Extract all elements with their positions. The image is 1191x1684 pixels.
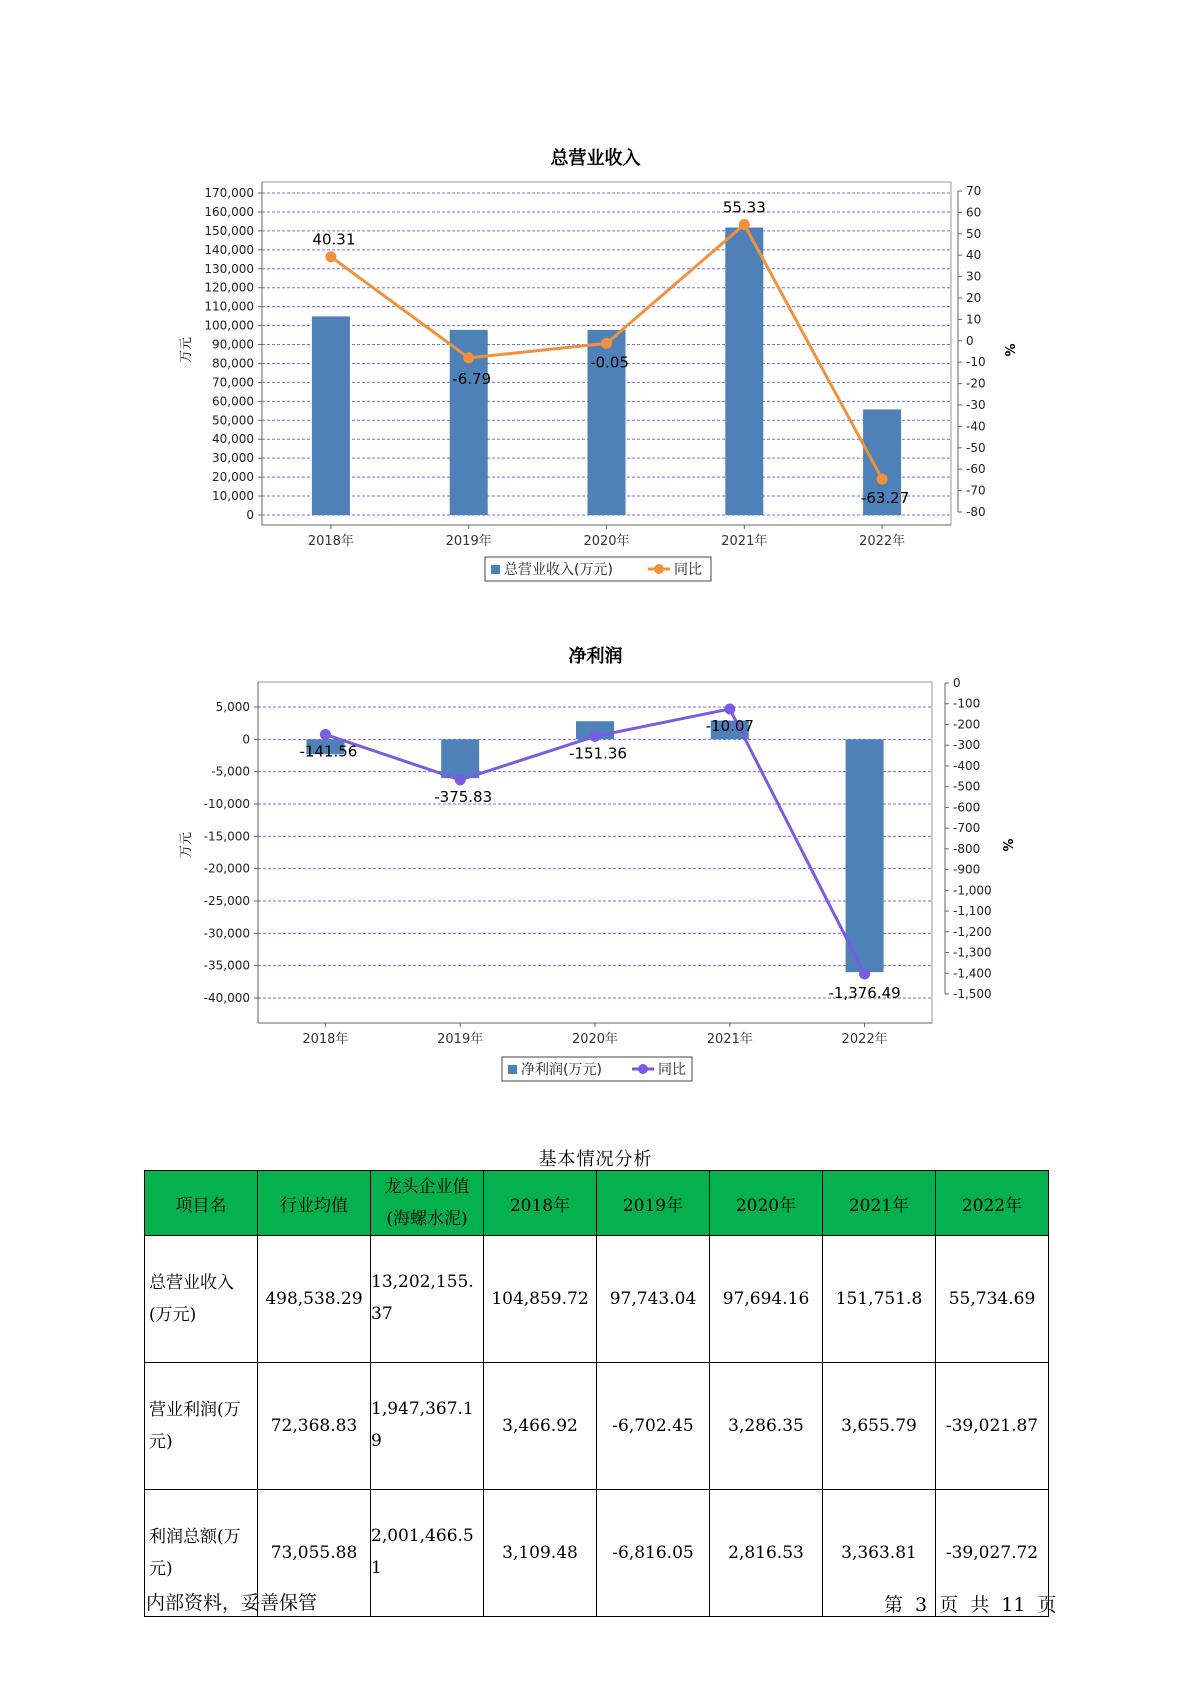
table-cell: 97,694.16: [710, 1236, 823, 1363]
data-label: -375.83: [434, 787, 493, 806]
table-cell: 2,001,466.51: [371, 1490, 484, 1617]
table-cell: -39,021.87: [936, 1363, 1049, 1490]
data-label: -1,376.49: [828, 984, 901, 1003]
table-cell: 498,538.29: [258, 1236, 371, 1363]
bar: [441, 739, 479, 778]
y-tick-label: 60,000: [212, 394, 254, 409]
y-tick-label: -15,000: [203, 829, 250, 844]
y-right-tick-label: -800: [953, 841, 981, 856]
data-label: -63.27: [860, 489, 910, 508]
table-cell: 3,109.48: [484, 1490, 597, 1617]
table-row: [145, 1363, 1049, 1490]
y-tick-label: -25,000: [203, 894, 250, 908]
data-label: 40.31: [312, 230, 356, 249]
header-cell: 龙头企业值(海螺水泥): [371, 1171, 484, 1236]
y-tick-label: 70,000: [212, 375, 254, 390]
table-cell: -6,816.05: [597, 1490, 710, 1617]
table-cell: 55,734.69: [936, 1236, 1049, 1363]
trend-point: [320, 729, 331, 740]
x-tick-label: 2020年: [583, 534, 630, 549]
data-label: -141.56: [299, 742, 358, 761]
y-tick-label: 50,000: [212, 413, 254, 428]
y-right-tick-label: 50: [966, 226, 982, 241]
data-label: -10.07: [705, 716, 754, 735]
y-right-tick-label: -100: [953, 696, 981, 711]
y-right-tick-label: -10: [966, 355, 986, 370]
y-right-tick-label: -1,200: [953, 924, 992, 939]
x-tick-label: 2021年: [721, 534, 768, 549]
table-cell: 2,816.53: [710, 1490, 823, 1617]
y-right-tick-label: -40: [966, 419, 986, 434]
row-label: 总营业收入(万元): [145, 1236, 258, 1363]
y-right-tick-label: -600: [953, 800, 981, 815]
y-right-tick-label: -700: [953, 821, 981, 836]
header-cell: 2018年: [484, 1171, 597, 1236]
y-tick-label: -20,000: [203, 861, 250, 876]
y-right-tick-label: 60: [966, 205, 982, 220]
y-right-tick-label: -1,300: [953, 945, 992, 960]
row-label: 营业利润(万元): [145, 1363, 258, 1490]
x-tick-label: 2022年: [859, 534, 906, 549]
table-caption: 基本情况分析: [538, 1149, 653, 1170]
trend-point: [590, 731, 601, 742]
legend-label: 同比: [658, 1062, 686, 1078]
table-cell: 151,751.8: [823, 1236, 936, 1363]
y-tick-label: 0: [242, 732, 250, 747]
analysis-table: [144, 1170, 1049, 1617]
y-right-tick-label: -500: [953, 779, 981, 794]
y-right-axis-title: %: [1001, 343, 1016, 357]
x-tick-label: 2018年: [307, 534, 354, 549]
table-cell: 97,743.04: [597, 1236, 710, 1363]
trend-point: [724, 703, 735, 714]
y-tick-label: 120,000: [204, 280, 254, 295]
y-tick-label: 80,000: [212, 356, 254, 371]
y-right-tick-label: 70: [966, 184, 982, 198]
y-tick-label: -5,000: [211, 764, 250, 779]
table-cell: 104,859.72: [484, 1236, 597, 1363]
y-tick-label: 150,000: [204, 223, 254, 238]
y-tick-label: -10,000: [203, 797, 250, 811]
header-cell: 2021年: [823, 1171, 936, 1236]
y-right-tick-label: 30: [966, 269, 982, 284]
table-cell: 13,202,155.37: [371, 1236, 484, 1363]
data-label: 55.33: [722, 198, 766, 217]
y-right-tick-label: 40: [966, 248, 982, 263]
chart2-title: 净利润: [568, 646, 623, 667]
y-right-tick-label: -1,100: [953, 904, 992, 919]
y-right-tick-label: -200: [953, 717, 981, 732]
y-tick-label: 5,000: [215, 700, 250, 714]
y-right-axis-title: %: [999, 838, 1014, 852]
x-tick-label: 2019年: [437, 1032, 484, 1047]
trend-point: [859, 969, 870, 980]
y-right-tick-label: -50: [966, 440, 986, 455]
data-label: -6.79: [452, 369, 492, 388]
y-axis-title: 万元: [179, 336, 194, 364]
table-cell: -6,702.45: [597, 1363, 710, 1490]
table-header-row: [145, 1171, 1049, 1236]
data-label: -151.36: [569, 744, 627, 763]
header-cell: 行业均值: [258, 1171, 371, 1236]
y-tick-label: -40,000: [203, 991, 250, 1005]
footer-page-number: 第 3 页 共 11 页: [884, 1594, 1057, 1616]
header-cell: 2020年: [710, 1171, 823, 1236]
table-cell: 3,466.92: [484, 1363, 597, 1490]
table-cell: 73,055.88: [258, 1490, 371, 1617]
y-tick-label: 140,000: [204, 242, 254, 257]
chart1-title: 总营业收入: [550, 148, 641, 169]
x-tick-label: 2019年: [445, 534, 492, 549]
y-right-tick-label: -300: [953, 738, 981, 753]
y-right-tick-label: -1,400: [953, 966, 992, 981]
legend-bar-swatch: [508, 1065, 517, 1074]
y-tick-label: 0: [246, 508, 254, 522]
y-right-tick-label: -80: [966, 505, 986, 519]
table-cell: 3,363.81: [823, 1490, 936, 1617]
y-tick-label: 170,000: [204, 186, 254, 200]
table-cell: 3,286.35: [710, 1363, 823, 1490]
y-right-tick-label: -20: [966, 376, 986, 391]
table-cell: 3,655.79: [823, 1363, 936, 1490]
y-right-tick-label: -70: [966, 483, 986, 498]
y-axis-title: 万元: [179, 831, 194, 859]
y-right-tick-label: 10: [966, 312, 982, 327]
y-right-tick-label: -30: [966, 398, 986, 412]
x-tick-label: 2018年: [302, 1032, 349, 1047]
y-right-tick-label: -400: [953, 758, 981, 773]
row-label: 利润总额(万元): [145, 1490, 258, 1617]
y-tick-label: 20,000: [212, 470, 254, 485]
legend-label: 净利润(万元): [521, 1062, 602, 1078]
header-cell: 2022年: [936, 1171, 1049, 1236]
y-right-tick-label: 20: [966, 291, 982, 305]
trend-point: [455, 774, 466, 785]
legend-label: 同比: [674, 562, 702, 578]
y-right-tick-label: 0: [953, 676, 961, 690]
y-tick-label: 110,000: [204, 299, 254, 314]
y-tick-label: -30,000: [203, 926, 250, 941]
data-label: -0.05: [590, 353, 629, 372]
table-cell: 1,947,367.19: [371, 1363, 484, 1490]
y-right-tick-label: -1,500: [953, 987, 992, 1001]
y-right-tick-label: -1,000: [953, 883, 992, 898]
y-tick-label: 30,000: [212, 451, 254, 466]
legend-line-marker: [638, 1064, 648, 1074]
x-tick-label: 2021年: [706, 1032, 753, 1047]
y-right-tick-label: -900: [953, 862, 981, 877]
y-tick-label: 130,000: [204, 261, 254, 276]
x-tick-label: 2020年: [571, 1032, 619, 1047]
bar: [846, 739, 884, 972]
y-right-tick-label: -60: [966, 462, 986, 477]
header-cell: 2019年: [597, 1171, 710, 1236]
x-tick-label: 2022年: [841, 1032, 888, 1047]
footer-confidential-note: 内部资料，妥善保管: [146, 1592, 318, 1614]
y-tick-label: 160,000: [204, 204, 254, 219]
y-tick-label: 90,000: [212, 337, 254, 352]
y-tick-label: 40,000: [212, 432, 254, 447]
legend-label: 总营业收入(万元): [504, 562, 613, 578]
y-tick-label: -35,000: [203, 958, 250, 973]
y-right-tick-label: 0: [966, 333, 974, 348]
table-cell: 72,368.83: [258, 1363, 371, 1490]
table-cell: -39,027.72: [936, 1490, 1049, 1617]
header-cell: 项目名: [145, 1171, 258, 1236]
y-tick-label: 10,000: [212, 489, 254, 504]
table-row: [145, 1236, 1049, 1363]
y-tick-label: 100,000: [204, 318, 254, 333]
